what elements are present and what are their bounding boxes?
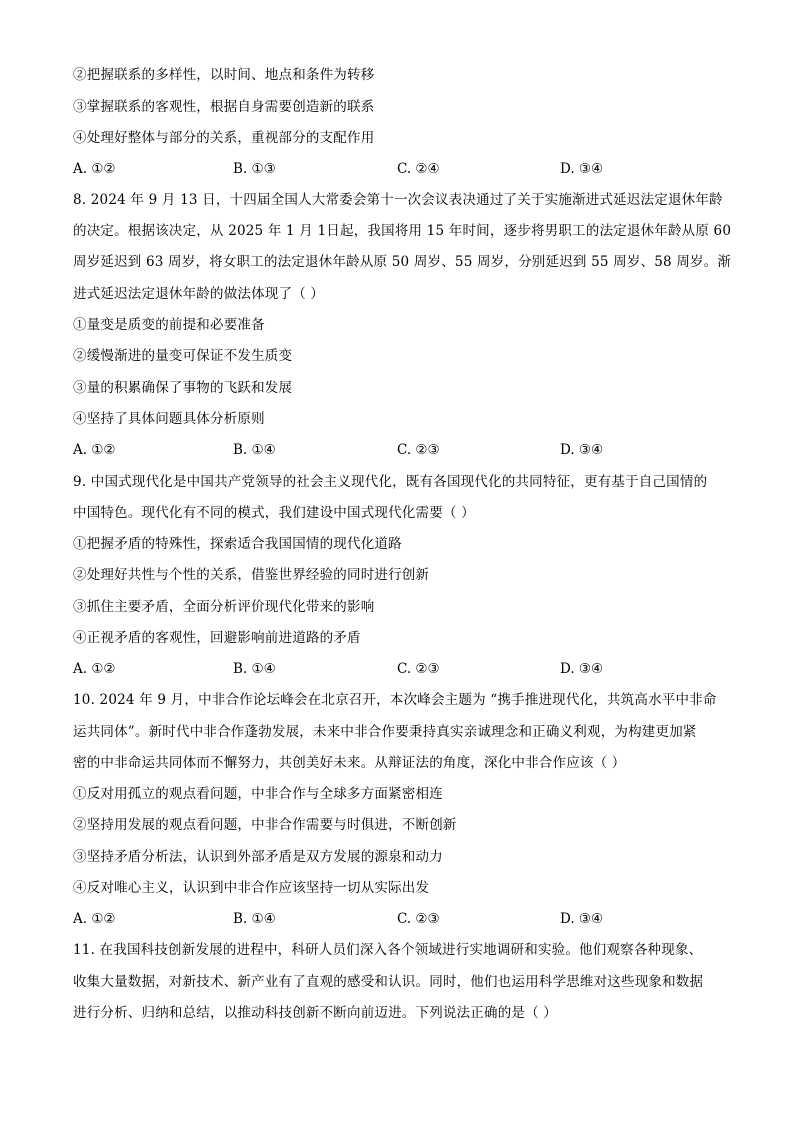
option-d: D. ③④ [560,911,604,927]
statement-1: ①反对用孤立的观点看问题，中非合作与全球多方面紧密相连 [73,786,443,802]
option-d: D. ③④ [560,161,604,177]
statement-4: ④正视矛盾的客观性，回避影响前进道路的矛盾 [73,630,361,646]
statement-4: ④处理好整体与部分的关系，重视部分的支配作用 [73,130,375,146]
statement-3: ③抓住主要矛盾，全面分析评价现代化带来的影响 [73,599,375,615]
options-q9 [73,659,723,679]
option-c: C. ②③ [397,442,440,458]
option-c: C. ②③ [397,911,440,927]
option-d: D. ③④ [560,661,604,677]
question-8-stem: 周岁延迟到 63 周岁，将女职工的法定退休年龄从原 50 周岁、55 周岁，分别延迟到 55 周岁、58 周岁。渐 [73,254,732,270]
statement-2: ②坚持用发展的观点看问题，中非合作需要与时俱进，不断创新 [73,817,457,833]
question-9-stem: 9. 中国式现代化是中国共产党领导的社会主义现代化，既有各国现代化的共同特征，更有基于自己国情的 [73,474,708,490]
option-a: A. ①② [73,911,116,927]
question-10-stem: 密的中非命运共同体而不懈努力，共创美好未来。从辩证法的角度，深化中非合作应该（ ） [73,755,626,771]
option-a: A. ①② [73,661,116,677]
question-9-stem: 中国特色。现代化有不同的模式，我们建设中国式现代化需要（ ） [73,505,475,521]
options-q10 [73,909,723,929]
question-11-stem: 11. 在我国科技创新发展的进程中，科研人员们深入各个领域进行实地调研和实验。他们观察各种现象、 [73,942,703,958]
question-8-stem: 8. 2024 年 9 月 13 日，十四届全国人大常委会第十一次会议表决通过了关于实施渐进式延迟法定退休年龄 [73,192,723,208]
statement-3: ③坚持矛盾分析法，认识到外部矛盾是双方发展的源泉和动力 [73,849,443,865]
statement-3: ③量的积累确保了事物的飞跃和发展 [73,380,293,396]
statement-4: ④反对唯心主义，认识到中非合作应该坚持一切从实际出发 [73,880,430,896]
option-c: C. ②④ [397,161,440,177]
option-b: B. ①④ [233,661,276,677]
question-11-stem: 进行分析、归纳和总结，以推动科技创新不断向前迈进。下列说法正确的是（ ） [73,1005,557,1021]
question-8-stem: 的决定。根据该决定，从 2025 年 1 月 1日起，我国将用 15 年时间，逐步将男职工的法定退休年龄从原 60 [73,223,732,239]
statement-4: ④坚持了具体问题具体分析原则 [73,411,265,427]
statement-2: ②把握联系的多样性，以时间、地点和条件为转移 [73,67,375,83]
options-q8 [73,440,723,460]
question-10-stem: 10. 2024 年 9 月，中非合作论坛峰会在北京召开，本次峰会主题为 “携手推进现代化，共筑高水平中非命 [73,692,717,708]
option-a: A. ①② [73,161,116,177]
option-b: B. ①③ [233,161,276,177]
statement-2: ②处理好共性与个性的关系，借鉴世界经验的同时进行创新 [73,567,430,583]
option-b: B. ①④ [233,911,276,927]
statement-1: ①量变是质变的前提和必要准备 [73,317,265,333]
statement-1: ①把握矛盾的特殊性，探索适合我国国情的现代化道路 [73,536,402,552]
option-c: C. ②③ [397,661,440,677]
question-8-stem: 进式延迟法定退休年龄的做法体现了（ ） [73,286,325,302]
question-11-stem: 收集大量数据，对新技术、新产业有了直观的感受和认识。同时，他们也运用科学思维对这些现象和数据 [73,974,704,990]
option-a: A. ①② [73,442,116,458]
option-b: B. ①④ [233,442,276,458]
statement-3: ③掌握联系的客观性，根据自身需要创造新的联系 [73,99,375,115]
statement-2: ②缓慢渐进的量变可保证不发生质变 [73,348,293,364]
options-q7 [73,159,723,179]
question-10-stem: 运共同体”。新时代中非合作蓬勃发展，未来中非合作要秉持真实亲诚理念和正确义利观，为构建更加紧 [73,724,697,740]
option-d: D. ③④ [560,442,604,458]
